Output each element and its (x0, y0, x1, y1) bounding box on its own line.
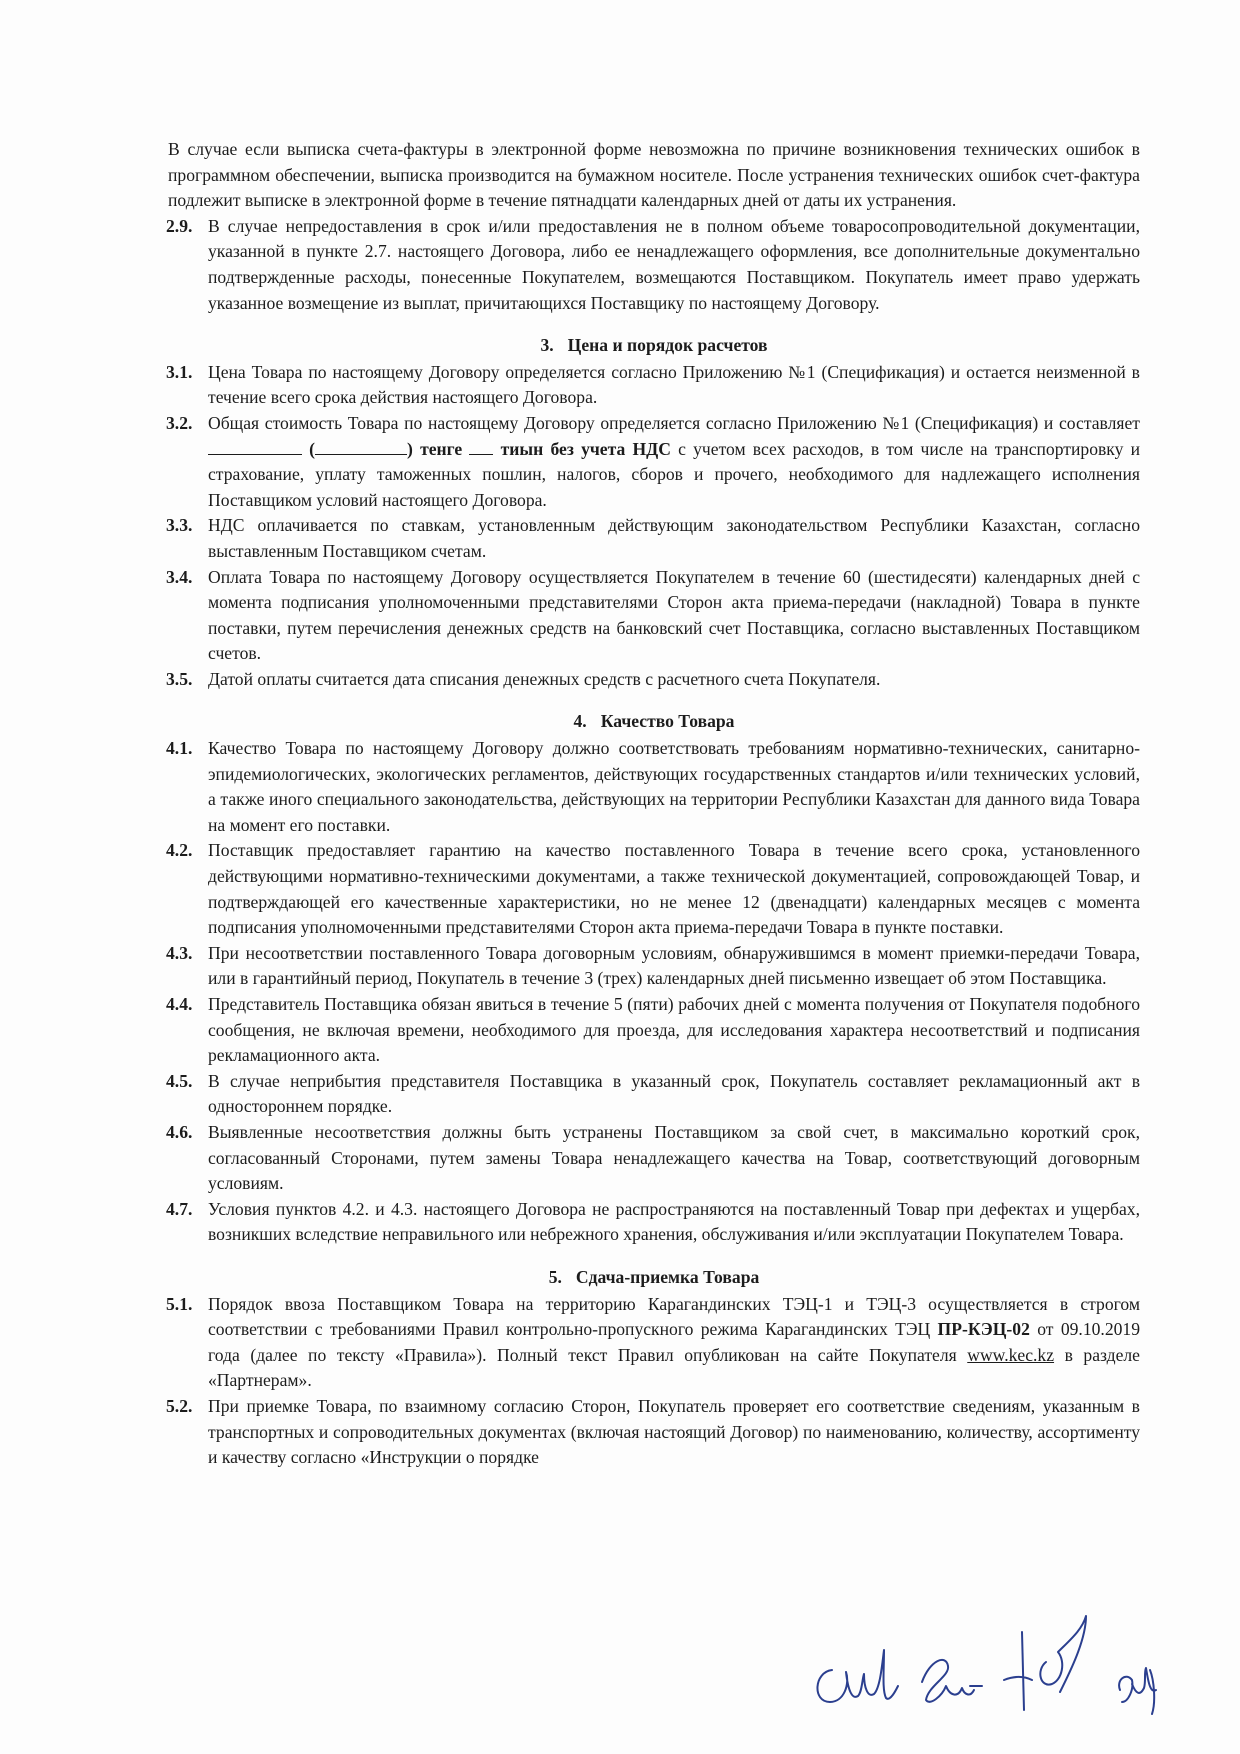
signature-1 (817, 1650, 898, 1702)
section-4-heading (168, 709, 1140, 735)
clause-number: 4.6. (166, 1121, 193, 1142)
clause-4-4 (168, 992, 1140, 1069)
clause-number: 4.7. (166, 1198, 193, 1219)
clause-3-5 (168, 667, 1140, 693)
clause-number: 4.3. (166, 942, 193, 963)
clause-number: 3.2. (166, 412, 193, 433)
section-5-heading (168, 1265, 1140, 1291)
signature-3 (1004, 1616, 1086, 1710)
clause-3-3 (168, 513, 1140, 564)
amount-blank (208, 437, 302, 455)
clause-number: 4.1. (166, 738, 193, 759)
clause-3-1 (168, 360, 1140, 411)
clause-text-tail: с учетом всех расходов, в том числе на транспортировку и страхование, уплату таможенных пошлин, налогов, сборов и прочего, необходимого для надлежащего исполнения Поставщиком условий настоящего Договора. (208, 438, 1140, 510)
clause-text: Условия пунктов 4.2. и 4.3. настоящего Договора не распространяются на поставленный Товар при дефектах и ущербах, возникших вследствие неправильного или небрежного хранения, обслуживания и/или эксплуатации Покупателем Товара. (208, 1198, 1140, 1245)
clause-4-1 (168, 736, 1140, 838)
clause-text: Качество Товара по настоящему Договору должно соответствовать требованиям нормативно-технических, санитарно-эпидемиологических, экологических регламентов, действующих государственных стандартов и/или технических условий, а также иного специального законодательства, действующих на территории Республики Казахстан для данного вида Товара на момент его поставки. (208, 738, 1140, 835)
website-link[interactable]: www.kec.kz (967, 1344, 1055, 1365)
signature-marks (800, 1610, 1180, 1720)
clause-text: В случае непредоставления в срок и/или предоставления не в полном объеме товаросопроводительной документации, указанной в пункте 2.7. настоящего Договора, либо ее ненадлежащего оформления, все дополнительные документально подтвержденные расходы, понесенные Покупателем, возмещаются Поставщиком. Покупатель имеет право удержать указанное возмещение из выплат, причитающихся Поставщику по настоящему Договору. (208, 215, 1140, 313)
clause-number: 5.1. (166, 1293, 193, 1314)
clause-3-2 (168, 411, 1140, 513)
section-number: 5. (548, 1266, 562, 1287)
intro-paragraph: В случае если выписка счета-фактуры в электронной форме невозможна по причине возникновения технических ошибок в программном обеспечении, выписка производится на бумажном носителе. После устранения технических ошибок счет-фактура подлежит выписке в электронной форме в течение пятнадцати календарных дней от даты их устранения. (168, 139, 1140, 211)
clause-4-5 (168, 1069, 1140, 1120)
section-title: Сдача-приемка Товара (575, 1266, 760, 1287)
clause-text: Датой оплаты считается дата списания денежных средств с расчетного счета Покупателя. (208, 668, 881, 689)
clause-text: НДС оплачивается по ставкам, установленным действующим законодательством Республики Казахстан, согласно выставленным Поставщиком счетам. (208, 515, 1140, 561)
clause-5-1 (168, 1292, 1140, 1394)
section-title: Цена и порядок расчетов (567, 335, 768, 356)
amount-words-blank (315, 437, 407, 455)
document-body (168, 137, 1140, 1471)
clause-4-2 (168, 838, 1140, 940)
paren-open: ( (302, 438, 316, 459)
clause-number: 4.4. (166, 994, 193, 1014)
clause-text: Оплата Товара по настоящему Договору осуществляется Покупателем в течение 60 (шестидесяти) календарных дней с момента подписания уполномоченными представителями Сторон акта приема-передачи (накладной) Товара в пункте поставки, путем перечисления денежных средств на банковский счет Поставщика, согласно выставленных Поставщиком счетов. (208, 566, 1140, 664)
clause-number: 3.1. (166, 361, 193, 382)
clause-text: Поставщик предоставляет гарантию на качество поставленного Товара в течение всего срока, установленного действующими нормативно-техническими документами, а также технической документацией, сопровождающей Товар, и подтверждающей его качественные характеристики, но не менее 12 (двенадцати) календарных месяцев с момента подписания уполномоченными представителями Сторон акта приема-передачи Товара в пункте поставки. (208, 840, 1140, 938)
section-number: 3. (540, 335, 554, 356)
clause-number: 3.5. (166, 668, 193, 689)
clause-text: Порядок ввоза Поставщиком Товара на территорию Карагандинских ТЭЦ-1 и ТЭЦ-3 осуществляется в строгом соответствии с требованиями Правил контрольно-пропускного режима Карагандинских ТЭЦ (208, 1293, 1140, 1340)
clause-3-4 (168, 565, 1140, 667)
clause-text: В случае неприбытия представителя Поставщика в указанный срок, Покупатель составляет рекламационный акт в одностороннем порядке. (208, 1070, 1140, 1117)
signature-4 (1119, 1668, 1156, 1714)
signatures (800, 1610, 1180, 1720)
section-number: 4. (573, 711, 587, 732)
clause-number: 3.3. (166, 515, 193, 536)
currency-tenge: ) тенге (407, 438, 470, 459)
clause-number: 4.2. (166, 840, 193, 861)
clause-2-9 (168, 214, 1140, 316)
clause-text: Представитель Поставщика обязан явиться в течение 5 (пяти) рабочих дней с момента получения от Покупателя подобного сообщения, не включая времени, необходимого для проезда, для исследования характера несоответствий и подписания рекламационного акта. (208, 994, 1140, 1066)
clause-text: Общая стоимость Товара по настоящему Договору определяется согласно Приложению №1 (Спецификация) и составляет (208, 412, 1140, 433)
clause-text: При несоответствии поставленного Товара договорным условиям, обнаружившимся в момент приемки-передачи Товара, или в гарантийный период, Покупатель в течение 3 (трех) календарных дней письменно извещает об этом Поставщика. (208, 942, 1140, 989)
section-title: Качество Товара (600, 711, 735, 732)
currency-tiyn-no-vat: тиын без учета НДС (493, 438, 671, 459)
clause-text: Выявленные несоответствия должны быть устранены Поставщиком за свой счет, в максимально короткий срок, согласованный Сторонами, путем замены Товара ненадлежащего качества на Товар, соответствующий договорным условиям. (208, 1121, 1140, 1194)
clause-text-tail: в разделе «Партнерам». (208, 1344, 1140, 1391)
clause-text: При приемке Товара, по взаимному согласию Сторон, Покупатель проверяет его соответствие сведениям, указанным в транспортных и сопроводительных документах (включая настоящий Договор) по наименованию, количеству, ассортименту и качеству согласно «Инструкции о порядке (208, 1395, 1140, 1468)
signature-2 (922, 1660, 982, 1702)
clause-number: 4.5. (166, 1070, 193, 1091)
section-3-heading (168, 333, 1140, 359)
clause-number: 3.4. (166, 566, 193, 587)
tiyn-blank (469, 437, 493, 455)
clause-4-7 (168, 1197, 1140, 1248)
clause-5-2 (168, 1394, 1140, 1471)
clause-text-mid: от 09.10.2019 года (далее по тексту «Правила»). Полный текст Правил опубликован на сайте Покупателя (208, 1319, 1141, 1365)
clause-number: 2.9. (166, 215, 193, 236)
rules-code: ПР-КЭЦ-02 (937, 1319, 1030, 1340)
clause-4-6 (168, 1120, 1140, 1197)
clause-4-3 (168, 941, 1140, 992)
clause-number: 5.2. (166, 1395, 193, 1416)
clause-text: Цена Товара по настоящему Договору определяется согласно Приложению №1 (Спецификация) и остается неизменной в течение всего срока действия настоящего Договора. (208, 361, 1140, 408)
